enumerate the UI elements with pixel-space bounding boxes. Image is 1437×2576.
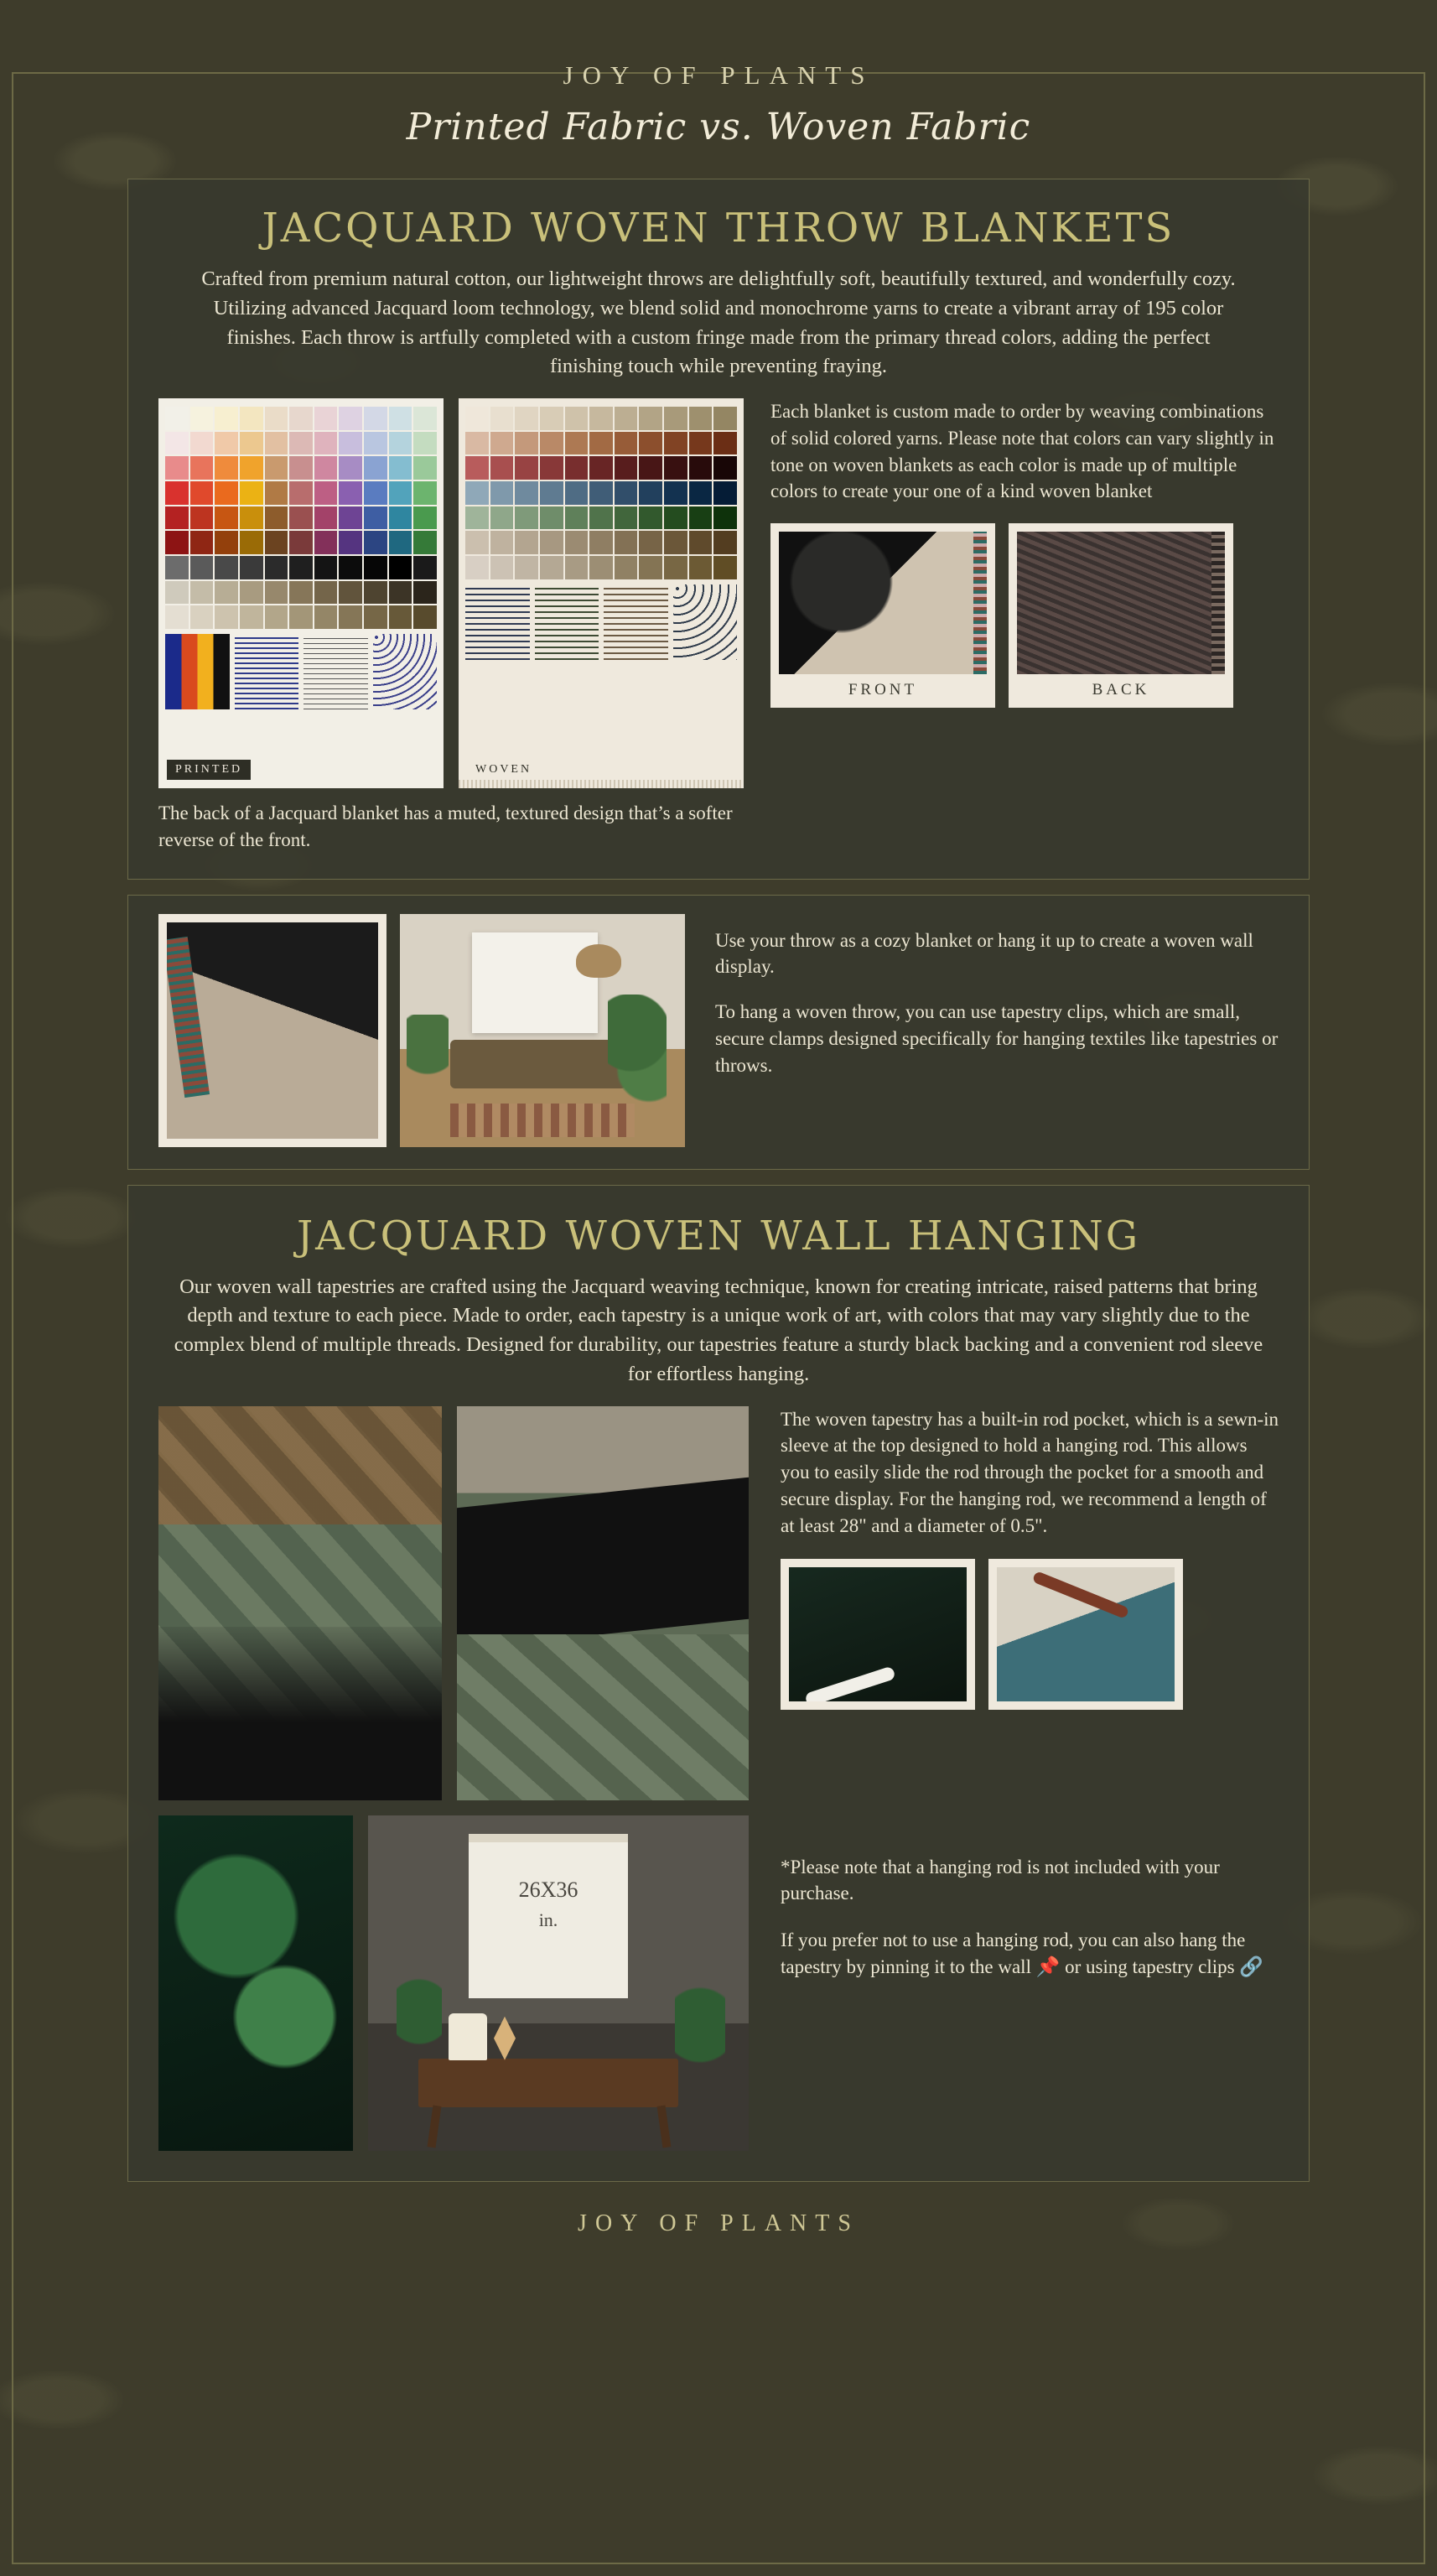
color-swatch [565, 531, 589, 554]
blanket-back-photo [1017, 532, 1225, 674]
folded-throw-photo-card [158, 914, 386, 1147]
tapestry-back-photo-1 [158, 1406, 442, 1800]
woven-pattern-samples [465, 584, 737, 660]
color-swatch [215, 407, 238, 430]
color-swatch [314, 605, 338, 629]
color-swatch [664, 432, 687, 455]
color-swatch [240, 531, 263, 554]
section-title-throw-blankets: JACQUARD WOVEN THROW BLANKETS [262, 205, 1175, 252]
color-swatch [364, 432, 387, 455]
color-swatch [215, 506, 238, 530]
printed-color-chart [158, 398, 444, 788]
color-swatch [465, 531, 489, 554]
color-swatch [713, 407, 737, 430]
woven-chart-fringe [459, 780, 744, 788]
color-swatch [515, 432, 538, 455]
color-swatch [190, 506, 214, 530]
woven-swatch-grid [465, 407, 737, 579]
color-swatch [689, 407, 713, 430]
color-swatch [490, 556, 514, 579]
color-swatch [265, 605, 288, 629]
color-swatch [165, 432, 189, 455]
color-swatch [190, 456, 214, 480]
color-swatch [515, 481, 538, 505]
color-swatch [639, 531, 662, 554]
poster-size-line1: 26X36 [518, 1877, 578, 1902]
section-hanging-usage [127, 895, 1310, 1170]
color-swatch [664, 556, 687, 579]
color-swatch [215, 581, 238, 605]
color-swatch [289, 407, 313, 430]
color-swatch [339, 407, 362, 430]
color-swatch [465, 506, 489, 530]
color-swatch [540, 556, 563, 579]
color-swatch [490, 506, 514, 530]
color-swatch [165, 506, 189, 530]
color-swatch [389, 581, 412, 605]
color-swatch [215, 432, 238, 455]
color-swatch [413, 407, 437, 430]
printed-pattern-samples [165, 634, 437, 709]
blanket-front-photo-card [770, 523, 995, 708]
color-swatch [413, 581, 437, 605]
color-swatch [314, 432, 338, 455]
poster-size-line2: in. [538, 1909, 558, 1930]
color-swatch [339, 481, 362, 505]
color-swatch [165, 605, 189, 629]
color-swatch [689, 556, 713, 579]
color-swatch [265, 456, 288, 480]
color-swatch [589, 407, 613, 430]
color-swatch [540, 531, 563, 554]
section-title-wall-hanging: JACQUARD WOVEN WALL HANGING [296, 1212, 1141, 1259]
color-swatch [265, 556, 288, 579]
color-swatch [265, 407, 288, 430]
color-swatch [615, 456, 638, 480]
color-swatch [465, 407, 489, 430]
color-swatch [389, 531, 412, 554]
section-wall-hanging [127, 1185, 1310, 2182]
color-swatch [215, 556, 238, 579]
rod-inserted-photo [997, 1567, 1175, 1701]
color-swatch [289, 581, 313, 605]
woven-color-chart [459, 398, 744, 788]
color-swatch [713, 556, 737, 579]
color-swatch [465, 456, 489, 480]
color-swatch [289, 531, 313, 554]
color-swatch [413, 456, 437, 480]
color-swatch [565, 481, 589, 505]
color-swatch [615, 432, 638, 455]
usage-text-1: Use your throw as a cozy blanket or hang it up to create a woven wall display. [715, 929, 1253, 978]
color-swatch [339, 506, 362, 530]
color-swatch [165, 407, 189, 430]
color-swatch [240, 432, 263, 455]
color-swatch [664, 456, 687, 480]
color-swatch [165, 481, 189, 505]
section1-intro-text: Crafted from premium natural cotton, our lightweight throws are delightfully soft, beautifully textured, and wonderfully cozy. Utilizing advanced Jacquard loom technology, we blend solid and monochrome yarns to create a vibrant array of 195 color finishes. Each throw is artfully completed with a custom fringe made from the primary thread colors, adding the perfect finishing touch while preventing fraying. [201, 267, 1236, 378]
back-caption: BACK [1092, 681, 1150, 699]
color-swatch [289, 481, 313, 505]
color-swatch [565, 506, 589, 530]
color-swatch [389, 605, 412, 629]
color-swatch [215, 481, 238, 505]
color-swatch [689, 506, 713, 530]
color-swatch [639, 556, 662, 579]
page-subtitle: Printed Fabric vs. Woven Fabric [406, 106, 1031, 148]
rod-pocket-photo [789, 1567, 967, 1701]
color-swatch [515, 456, 538, 480]
color-swatch [389, 481, 412, 505]
color-swatch [339, 581, 362, 605]
color-swatch [664, 506, 687, 530]
printed-swatch-grid [165, 407, 437, 629]
color-swatch [364, 456, 387, 480]
color-swatch [339, 456, 362, 480]
color-swatch [240, 605, 263, 629]
color-swatch [639, 432, 662, 455]
color-swatch [240, 407, 263, 430]
color-swatch [364, 581, 387, 605]
color-swatch [190, 481, 214, 505]
color-swatch [664, 481, 687, 505]
color-swatch [515, 556, 538, 579]
color-swatch [515, 407, 538, 430]
color-swatch [615, 407, 638, 430]
color-swatch [314, 556, 338, 579]
color-swatch [589, 506, 613, 530]
color-swatch [413, 481, 437, 505]
color-swatch [265, 506, 288, 530]
color-swatch [689, 432, 713, 455]
front-caption: FRONT [848, 681, 918, 699]
footer-brand: JOY OF PLANTS [578, 2210, 859, 2236]
color-swatch [364, 506, 387, 530]
blanket-front-photo [779, 532, 987, 674]
color-swatch [490, 531, 514, 554]
color-swatch [339, 531, 362, 554]
color-swatch [565, 407, 589, 430]
color-swatch [265, 531, 288, 554]
color-swatch [215, 605, 238, 629]
color-swatch [314, 506, 338, 530]
blanket-back-photo-card [1009, 523, 1233, 708]
woven-chart-label: WOVEN [475, 763, 532, 776]
folded-throw-photo [167, 922, 378, 1139]
color-swatch [540, 407, 563, 430]
section1-back-note: The back of a Jacquard blanket has a muted, textured design that’s a softer reverse of the front. [158, 802, 733, 850]
color-swatch [465, 556, 489, 579]
color-swatch [589, 556, 613, 579]
section3-intro-text: Our woven wall tapestries are crafted using the Jacquard weaving technique, known for creating intricate, raised patterns that bring depth and texture to each piece. Made to order, each tapestry is a unique work of art, with colors that may vary slightly due to the complex blend of multiple threads. Designed for durability, our tapestries feature a sturdy black backing and a convenient rod sleeve for effortless hanging. [174, 1275, 1263, 1385]
color-swatch [240, 456, 263, 480]
color-swatch [713, 481, 737, 505]
section-woven-throw-blankets [127, 179, 1310, 880]
color-swatch [413, 506, 437, 530]
color-swatch [165, 456, 189, 480]
color-swatch [639, 407, 662, 430]
color-swatch [389, 432, 412, 455]
pinning-note: If you prefer not to use a hanging rod, you can also hang the tapestry by pinning it to the wall 📌 or using tapestry clips 🔗 [781, 1929, 1263, 1977]
color-swatch [413, 531, 437, 554]
living-room-photo [400, 914, 685, 1147]
color-swatch [339, 556, 362, 579]
color-swatch [565, 556, 589, 579]
color-swatch [540, 456, 563, 480]
color-swatch [639, 481, 662, 505]
color-swatch [465, 481, 489, 505]
color-swatch [664, 531, 687, 554]
color-swatch [364, 531, 387, 554]
color-swatch [289, 432, 313, 455]
printed-chart-label: PRINTED [167, 760, 251, 780]
leaf-tapestry-photo [158, 1815, 353, 2151]
rod-inserted-photo-card [988, 1559, 1183, 1710]
usage-text-2: To hang a woven throw, you can use tapestry clips, which are small, secure clamps designed specifically for hanging textiles like tapestries or throws. [715, 1001, 1279, 1076]
color-swatch [413, 556, 437, 579]
color-swatch [314, 581, 338, 605]
color-swatch [190, 407, 214, 430]
color-swatch [364, 481, 387, 505]
color-swatch [540, 506, 563, 530]
color-swatch [339, 432, 362, 455]
color-swatch [215, 456, 238, 480]
rod-not-included-note: *Please note that a hanging rod is not included with your purchase. [781, 1856, 1220, 1904]
color-swatch [265, 581, 288, 605]
color-swatch [713, 506, 737, 530]
color-swatch [639, 506, 662, 530]
color-swatch [265, 432, 288, 455]
color-swatch [190, 432, 214, 455]
color-swatch [713, 531, 737, 554]
color-swatch [364, 407, 387, 430]
color-swatch [314, 481, 338, 505]
color-swatch [689, 531, 713, 554]
color-swatch [540, 432, 563, 455]
color-swatch [389, 506, 412, 530]
color-swatch [240, 556, 263, 579]
poster-room-photo [368, 1815, 749, 2151]
color-swatch [490, 432, 514, 455]
color-swatch [190, 605, 214, 629]
color-swatch [240, 506, 263, 530]
color-swatch [490, 456, 514, 480]
color-swatch [314, 531, 338, 554]
color-swatch [615, 556, 638, 579]
infographic-page [0, 60, 1437, 2237]
color-swatch [190, 531, 214, 554]
color-swatch [515, 531, 538, 554]
tapestry-back-photo-2 [457, 1406, 749, 1800]
color-swatch [589, 456, 613, 480]
color-swatch [589, 481, 613, 505]
color-swatch [515, 506, 538, 530]
color-swatch [165, 531, 189, 554]
color-swatch [465, 432, 489, 455]
color-swatch [565, 456, 589, 480]
rod-pocket-photo-card [781, 1559, 975, 1710]
color-swatch [490, 481, 514, 505]
color-swatch [314, 407, 338, 430]
color-swatch [540, 481, 563, 505]
color-swatch [639, 456, 662, 480]
color-swatch [190, 556, 214, 579]
color-swatch [565, 432, 589, 455]
color-swatch [413, 605, 437, 629]
color-swatch [689, 481, 713, 505]
color-swatch [314, 456, 338, 480]
section1-side-text: Each blanket is custom made to order by weaving combinations of solid colored yarns. Please note that colors can vary slightly in tone on woven blankets as each color is made up of multiple colors to create your one of a kind woven blanket [770, 401, 1274, 502]
rod-pocket-text: The woven tapestry has a built-in rod pocket, which is a sewn-in sleeve at the top designed to hold a hanging rod. This allows you to easily slide the rod through the pocket for a smooth and secure display. For the hanging rod, we recommend a length of at least 28" and a diameter of 0.5". [781, 1408, 1279, 1536]
color-swatch [240, 481, 263, 505]
color-swatch [389, 456, 412, 480]
color-swatch [289, 556, 313, 579]
color-swatch [615, 531, 638, 554]
color-swatch [190, 581, 214, 605]
color-swatch [364, 605, 387, 629]
color-swatch [615, 506, 638, 530]
color-swatch [165, 581, 189, 605]
color-swatch [240, 581, 263, 605]
color-swatch [664, 407, 687, 430]
color-swatch [289, 506, 313, 530]
color-swatch [289, 456, 313, 480]
color-swatch [713, 432, 737, 455]
color-swatch [215, 531, 238, 554]
color-swatch [589, 432, 613, 455]
color-swatch [165, 556, 189, 579]
color-swatch [265, 481, 288, 505]
color-swatch [689, 456, 713, 480]
color-swatch [413, 432, 437, 455]
color-swatch [713, 456, 737, 480]
brand-title: JOY OF PLANTS [563, 60, 874, 90]
color-swatch [490, 407, 514, 430]
color-swatch [289, 605, 313, 629]
color-swatch [339, 605, 362, 629]
color-swatch [389, 407, 412, 430]
color-swatch [589, 531, 613, 554]
color-swatch [615, 481, 638, 505]
color-swatch [389, 556, 412, 579]
color-swatch [364, 556, 387, 579]
